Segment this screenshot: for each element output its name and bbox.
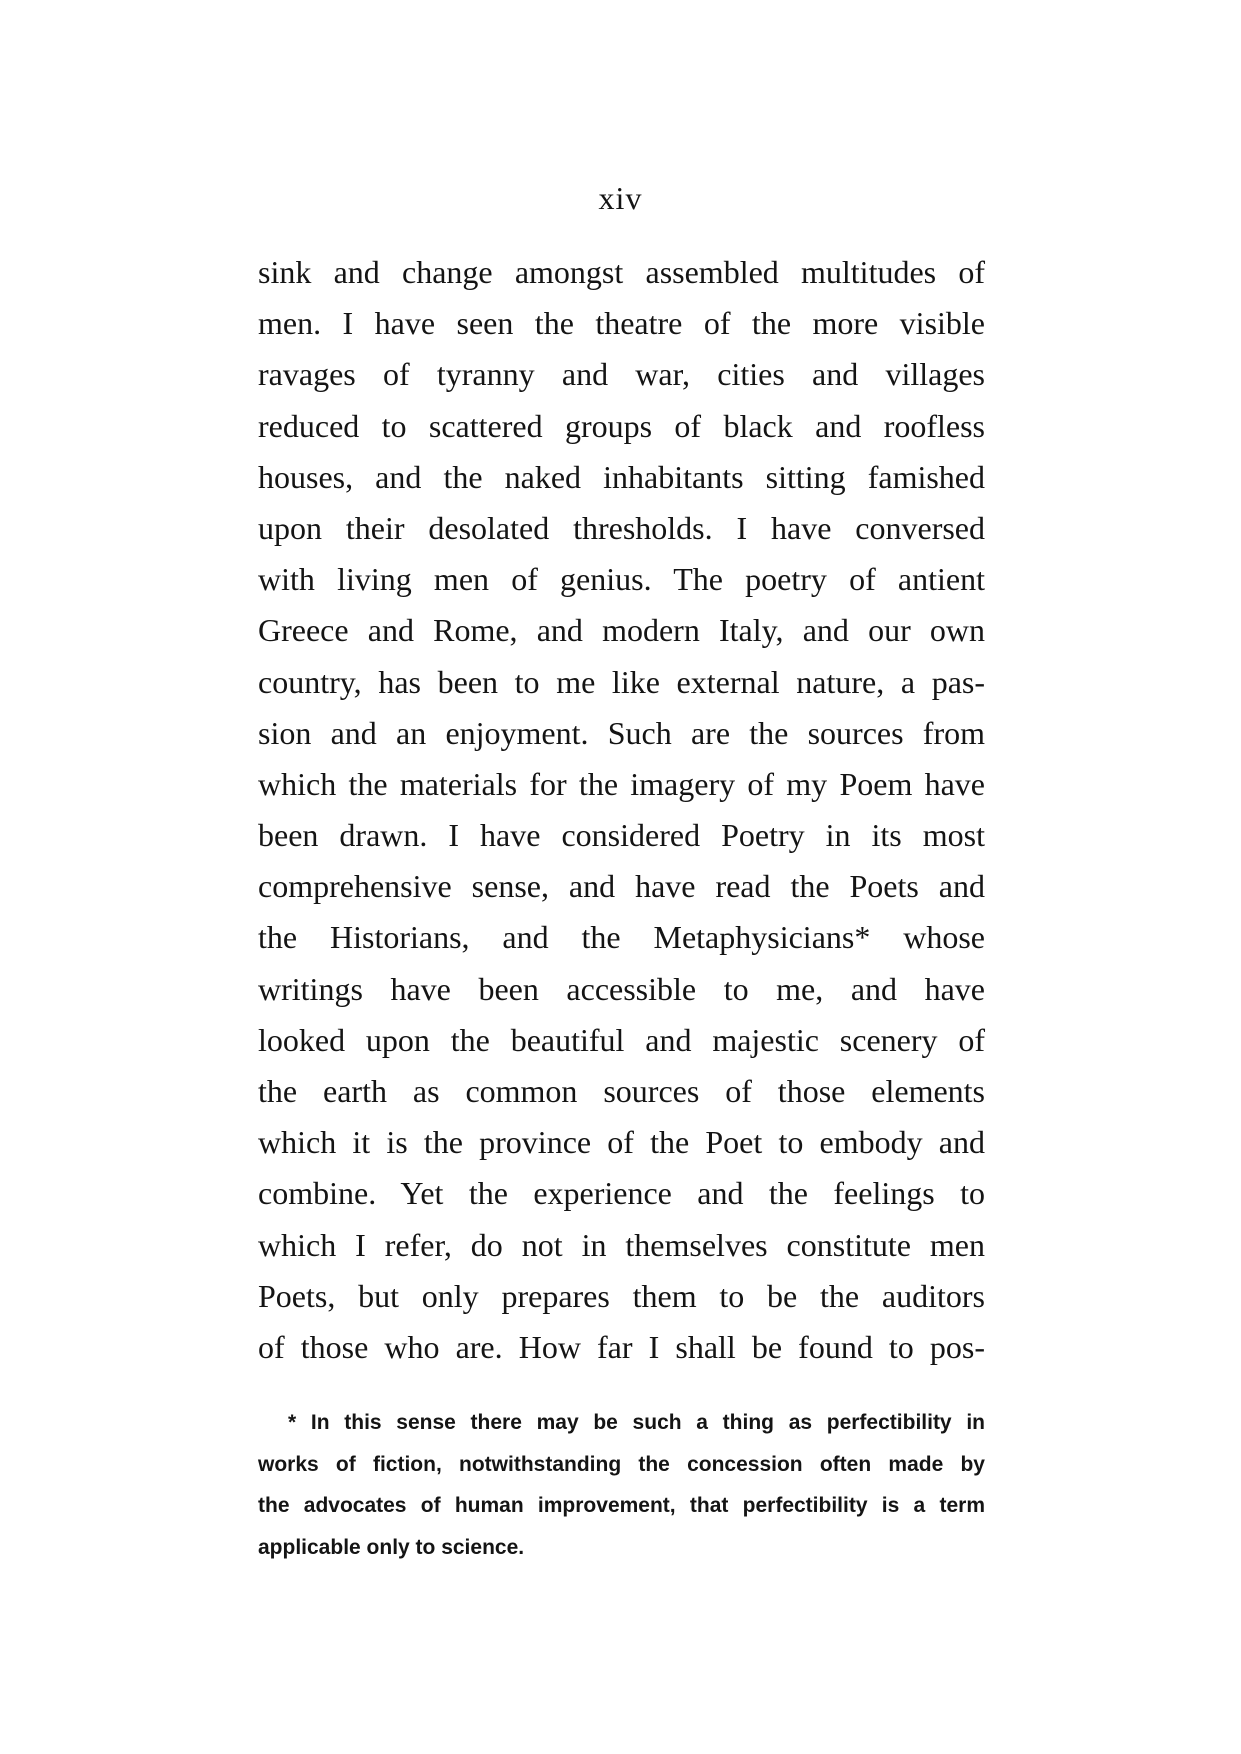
body-line-11: which the materials for the imagery of my Poem have bbox=[258, 765, 985, 802]
body-line-20: which I refer, do not in themselves constitute men bbox=[258, 1226, 985, 1263]
footnote-line-2: works of fiction, notwithstanding the concession often made by bbox=[258, 1452, 985, 1476]
body-line-12: been drawn. I have considered Poetry in its most bbox=[258, 817, 985, 854]
body-line-21: Poets, but only prepares them to be the auditors bbox=[258, 1277, 985, 1314]
body-text bbox=[258, 247, 985, 1373]
body-line-8: Greece and Rome, and modern Italy, and our own bbox=[258, 612, 985, 649]
body-line-9: country, has been to me like external nature, a pas- bbox=[258, 663, 985, 700]
body-line-15: writings have been accessible to me, and have bbox=[258, 970, 985, 1007]
body-line-14: the Historians, and the Metaphysicians* whose bbox=[258, 919, 985, 956]
body-line-1: sink and change amongst assembled multitudes of bbox=[258, 254, 985, 290]
body-line-22: of those who are. How far I shall be found to pos- bbox=[258, 1328, 985, 1365]
body-line-18: which it is the province of the Poet to embody and bbox=[258, 1124, 985, 1161]
body-line-2: men. I have seen the theatre of the more visible bbox=[258, 305, 985, 342]
footnote-line-3: the advocates of human improvement, that perfectibility is a term bbox=[258, 1494, 985, 1518]
page-number: xiv bbox=[598, 180, 643, 216]
footnote bbox=[258, 1402, 985, 1569]
body-line-4: reduced to scattered groups of black and roofless bbox=[258, 407, 985, 444]
body-line-10: sion and an enjoyment. Such are the sources from bbox=[258, 714, 985, 751]
body-line-17: the earth as common sources of those elements bbox=[258, 1073, 985, 1109]
body-line-7: with living men of genius. The poetry of antient bbox=[258, 561, 985, 598]
body-line-3: ravages of tyranny and war, cities and villages bbox=[258, 356, 985, 393]
body-line-16: looked upon the beautiful and majestic scenery of bbox=[258, 1021, 985, 1058]
body-line-5: houses, and the naked inhabitants sitting famished bbox=[258, 458, 985, 495]
body-line-6: upon their desolated thresholds. I have conversed bbox=[258, 509, 985, 546]
footnote-line-1: * In this sense there may be such a thing as perfectibility in bbox=[288, 1411, 985, 1434]
body-line-19: combine. Yet the experience and the feelings to bbox=[258, 1175, 985, 1212]
footnote-line-4: applicable only to science. bbox=[258, 1536, 525, 1560]
body-line-13: comprehensive sense, and have read the Poets and bbox=[258, 868, 985, 905]
